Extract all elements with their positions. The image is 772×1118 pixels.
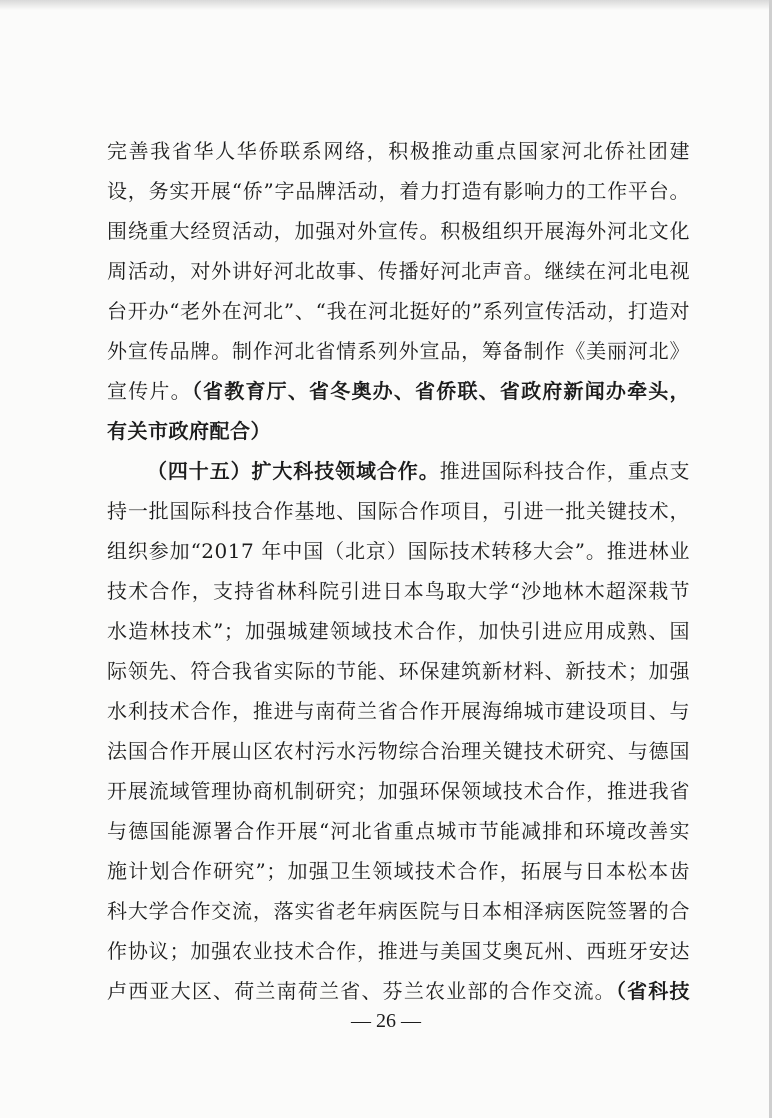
text-line: 完善我省华人华侨联系网络，积极推动重点国家河北侨社团建: [107, 139, 690, 163]
document-body: [107, 131, 690, 1011]
text-line: 组织参加“2017 年中国（北京）国际技术转移大会”。推进林业: [107, 539, 690, 563]
text-line: 作协议；加强农业技术合作，推进与美国艾奥瓦州、西班牙安达: [107, 939, 690, 963]
text-line: 设，务实开展“侨”字品牌活动，着力打造有影响力的工作平台。: [107, 179, 690, 203]
text-line: 技术合作，支持省林科院引进日本鸟取大学“沙地林木超深栽节: [107, 579, 690, 603]
text-fragment: 宣传片。: [107, 379, 192, 403]
text-line: 与德国能源署合作开展“河北省重点城市节能减排和环境改善实: [107, 819, 690, 843]
text-line: 外宣传品牌。制作河北省情系列外宣品，筹备制作《美丽河北》: [107, 339, 690, 363]
text-line: 际领先、符合我省实际的节能、环保建筑新材料、新技术；加强: [107, 659, 690, 683]
text-line: 施计划合作研究”；加强卫生领域技术合作，拓展与日本松本齿: [107, 859, 690, 883]
text-line: [107, 971, 690, 1011]
section-heading: （四十五）扩大科技领域合作。: [147, 459, 440, 483]
page-number: — 26 —: [351, 1010, 421, 1032]
scan-shadow-top: [0, 0, 772, 10]
section-45-first-line: [107, 451, 690, 491]
text-line: 持一批国际科技合作基地、国际合作项目，引进一批关键技术，: [107, 499, 690, 523]
text-line: 科大学合作交流，落实省老年病医院与日本相泽病医院签署的合: [107, 899, 690, 923]
text-line: 围绕重大经贸活动，加强对外宣传。积极组织开展海外河北文化: [107, 219, 690, 243]
text-line: [107, 371, 690, 411]
text-line: 周活动，对外讲好河北故事、传播好河北声音。继续在河北电视: [107, 259, 690, 283]
text-fragment: 推进国际科技合作，重点支: [439, 459, 691, 483]
text-fragment: 卢西亚大区、荷兰南荷兰省、芬兰农业部的合作交流。: [107, 979, 616, 1003]
text-line: 台开办“老外在河北”、“我在河北挺好的”系列宣传活动，打造对: [107, 299, 690, 323]
text-line: 法国合作开展山区农村污水污物综合治理关键技术研究、与德国: [107, 739, 690, 763]
text-line: 水造林技术”；加强城建领域技术合作，加快引进应用成熟、国: [107, 619, 690, 643]
responsible-agencies: （省科技: [615, 979, 691, 1003]
text-line: 开展流域管理协商机制研究；加强环保领域技术合作，推进我省: [107, 779, 690, 803]
text-line: 水利技术合作，推进与南荷兰省合作开展海绵城市建设项目、与: [107, 699, 690, 723]
responsible-agencies-cont: 有关市政府配合）: [107, 419, 271, 443]
responsible-agencies: （省教育厅、省冬奥办、省侨联、省政府新闻办牵头，: [191, 379, 691, 403]
